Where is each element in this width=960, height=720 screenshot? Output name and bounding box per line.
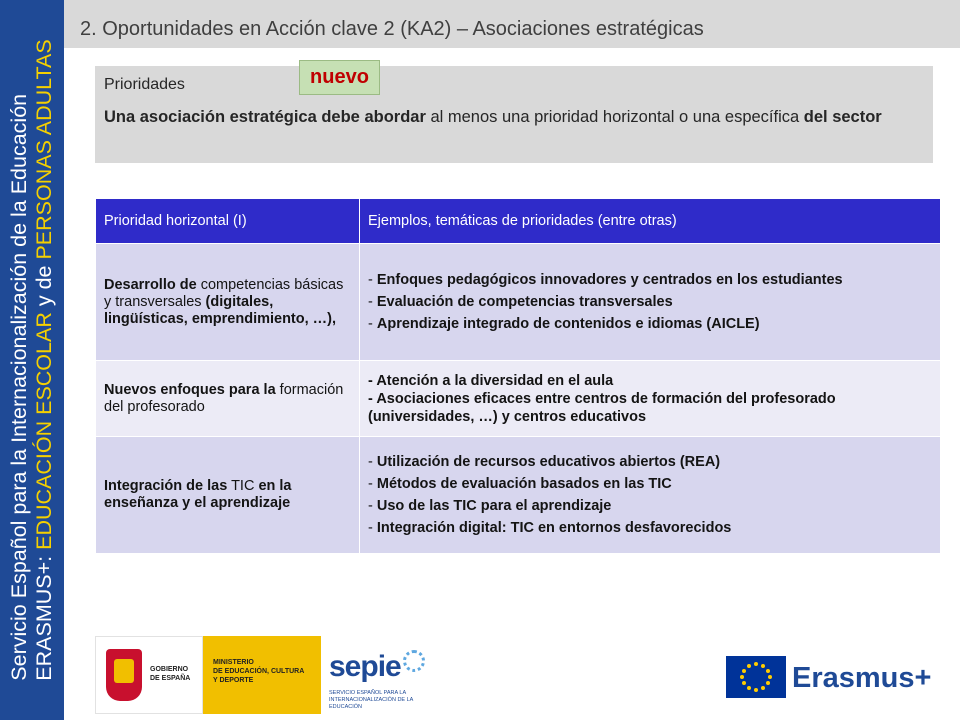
priority-cell bbox=[96, 361, 360, 437]
example-item: - Métodos de evaluación basados en las TIC bbox=[368, 476, 672, 492]
sepie-stars-icon bbox=[403, 650, 425, 672]
gobierno-line-2: DE ESPAÑA bbox=[150, 675, 191, 682]
priority-cell bbox=[96, 244, 360, 361]
example-item: - Enfoques pedagógicos innovadores y centrados en los estudiantes bbox=[368, 272, 843, 288]
examples-cell bbox=[360, 361, 941, 437]
gobierno-line-1: GOBIERNO bbox=[150, 666, 189, 673]
sidebar-banner bbox=[0, 0, 64, 720]
examples-cell bbox=[360, 437, 941, 554]
ministerio-logo bbox=[203, 636, 321, 714]
priority-cell bbox=[96, 437, 360, 554]
priority-bold-2: en la enseñanza y el aprendizaje bbox=[104, 478, 292, 511]
example-text: Aprendizaje integrado de contenidos e idiomas (AICLE) bbox=[376, 316, 760, 332]
sepie-wordmark: sepie bbox=[329, 650, 401, 683]
page-title: 2. Oportunidades en Acción clave 2 (KA2) – Asociaciones estratégicas bbox=[80, 18, 704, 40]
examples-cell bbox=[360, 244, 941, 361]
example-text: Integración digital: TIC en entornos desfavorecidos bbox=[376, 520, 732, 536]
priority-bold: Nuevos enfoques para la bbox=[104, 381, 276, 398]
priorities-bold-2: del sector bbox=[803, 108, 882, 126]
example-text: Asociaciones eficaces entre centros de formación del profesorado (universidades, …) y centros educativos bbox=[368, 390, 836, 425]
priorities-bold-1: Una asociación estratégica debe abordar bbox=[104, 108, 426, 126]
example-item: - Evaluación de competencias transversales bbox=[368, 294, 673, 310]
sepie-logo bbox=[321, 636, 435, 714]
coat-of-arms-icon bbox=[106, 649, 142, 701]
priority-normal: competencias básicas y transversales bbox=[104, 276, 344, 310]
erasmus-logo bbox=[726, 656, 930, 708]
example-item: - Integración digital: TIC en entornos desfavorecidos bbox=[368, 520, 732, 536]
institution-logos bbox=[95, 636, 435, 714]
erasmus-wordmark: Erasmus+ bbox=[792, 662, 932, 694]
sidebar-highlight-adultas: PERSONAS ADULTAS bbox=[32, 39, 56, 260]
ministerio-line-3: Y DEPORTE bbox=[213, 677, 254, 684]
priority-normal: TIC bbox=[227, 478, 259, 494]
gobierno-logo bbox=[95, 636, 203, 714]
priorities-text bbox=[104, 106, 924, 128]
example-text: Atención a la diversidad en el aula bbox=[376, 372, 614, 389]
priorities-normal: al menos una prioridad horizontal o una específica bbox=[425, 108, 804, 126]
sidebar-line-2 bbox=[32, 39, 57, 680]
table-header-row bbox=[96, 199, 941, 244]
priority-normal: formación del profesorado bbox=[104, 381, 344, 415]
sidebar-prefix: ERASMUS+: bbox=[32, 549, 56, 681]
sepie-subtitle: SERVICIO ESPAÑOL PARA LA INTERNACIONALIZACIÓN DE LA EDUCACIÓN bbox=[329, 690, 414, 710]
priority-bold: Integración de las bbox=[104, 478, 228, 494]
example-item: - Utilización de recursos educativos abiertos (REA) bbox=[368, 454, 721, 470]
priorities-heading: Prioridades bbox=[104, 76, 185, 93]
example-text: Enfoques pedagógicos innovadores y centrados en los estudiantes bbox=[376, 272, 843, 288]
example-text: Métodos de evaluación basados en las TIC bbox=[376, 476, 672, 492]
example-item: - Asociaciones eficaces entre centros de formación del profesorado (universidades, …) y centros educativos bbox=[368, 390, 836, 425]
ministerio-text bbox=[213, 658, 304, 685]
nuevo-badge: nuevo bbox=[299, 60, 380, 95]
header-ejemplos: Ejemplos, temáticas de prioridades (entre otras) bbox=[360, 199, 941, 244]
ministerio-line-2: DE EDUCACIÓN, CULTURA bbox=[213, 668, 305, 675]
sidebar-text bbox=[7, 39, 57, 680]
table-row bbox=[96, 437, 941, 554]
priority-bold: Desarrollo de bbox=[104, 276, 197, 293]
sidebar-line-1: Servicio Español para la Internacionalización de la Educación bbox=[7, 93, 31, 681]
sidebar-mid: y de bbox=[32, 259, 56, 313]
sidebar-highlight-escolar: EDUCACIÓN ESCOLAR bbox=[32, 312, 56, 550]
example-text: Evaluación de competencias transversales bbox=[376, 294, 673, 310]
priorities-table bbox=[95, 198, 941, 554]
table-row bbox=[96, 361, 941, 437]
eu-flag-icon bbox=[726, 656, 786, 698]
example-item: - Uso de las TIC para el aprendizaje bbox=[368, 498, 612, 514]
table-row bbox=[96, 244, 941, 361]
example-item: - Aprendizaje integrado de contenidos e idiomas (AICLE) bbox=[368, 316, 760, 332]
priority-bold-2: (digitales, lingüísticas, emprendimiento, …), bbox=[104, 293, 337, 327]
example-text: Uso de las TIC para el aprendizaje bbox=[376, 498, 612, 514]
example-text: Utilización de recursos educativos abiertos (REA) bbox=[376, 454, 721, 470]
ministerio-line-1: MINISTERIO bbox=[213, 659, 254, 666]
example-item: - Atención a la diversidad en el aula bbox=[368, 372, 614, 389]
header-prioridad: Prioridad horizontal (I) bbox=[96, 199, 360, 244]
gobierno-text bbox=[150, 665, 190, 683]
